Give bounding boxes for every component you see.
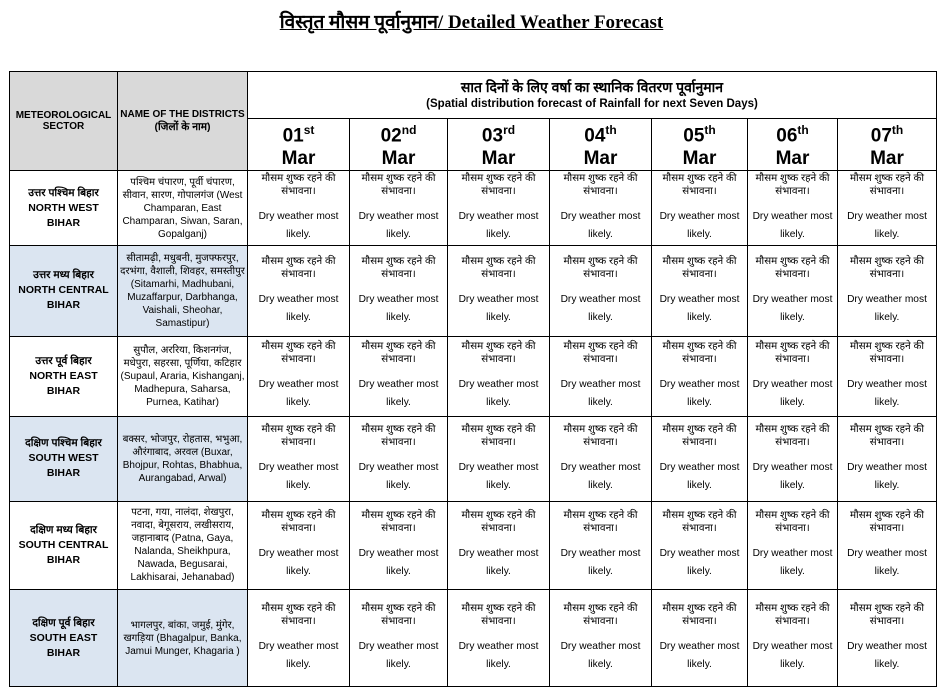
forecast-cell xyxy=(550,590,652,687)
sector-name-hi: उत्तर पूर्व बिहार xyxy=(35,354,92,367)
day-suffix: th xyxy=(797,123,809,138)
forecast-text-en: Dry weather most likely. xyxy=(847,211,927,241)
forecast-cell xyxy=(652,336,748,416)
forecast-cell xyxy=(550,336,652,416)
sector-cell xyxy=(10,501,118,590)
forecast-text-hi: मौसम शुष्क रहने की संभावना। xyxy=(849,510,925,535)
sector-cell xyxy=(10,590,118,687)
forecast-cell xyxy=(350,501,448,590)
forecast-text-hi: मौसम शुष्क रहने की संभावना। xyxy=(662,510,737,535)
day-month: Mar xyxy=(381,147,416,169)
forecast-text-en: Dry weather most likely. xyxy=(659,211,740,241)
sector-name-hi: दक्षिण पश्चिम बिहार xyxy=(25,437,102,450)
sector-cell xyxy=(10,171,118,246)
sector-name-en: SOUTH WEST BIHAR xyxy=(28,452,99,480)
forecast-text-en: Dry weather most likely. xyxy=(560,211,641,241)
forecast-text-en: Dry weather most likely. xyxy=(847,379,927,409)
forecast-text-hi: मौसम शुष्क रहने की संभावना। xyxy=(563,341,638,366)
forecast-text-hi: मौसम शुष्क रहने की संभावना। xyxy=(755,341,830,366)
forecast-text-hi: मौसम शुष्क रहने की संभावना। xyxy=(563,423,638,448)
forecast-text-hi: मौसम शुष्क रहने की संभावना। xyxy=(563,510,638,535)
forecast-text-en: Dry weather most likely. xyxy=(847,461,927,491)
forecast-text-hi: मौसम शुष्क रहने की संभावना। xyxy=(755,603,830,628)
sector-name-en: NORTH CENTRAL BIHAR xyxy=(18,284,109,312)
forecast-text-hi: मौसम शुष्क रहने की संभावना। xyxy=(461,341,536,366)
forecast-text-en: Dry weather most likely. xyxy=(659,461,740,491)
day-month: Mar xyxy=(583,147,618,169)
day-suffix: th xyxy=(704,123,716,138)
forecast-cell xyxy=(838,336,937,416)
sector-name-hi: उत्तर पश्चिम बिहार xyxy=(28,186,99,199)
forecast-text-en: Dry weather most likely. xyxy=(358,641,439,671)
forecast-text-hi: मौसम शुष्क रहने की संभावना। xyxy=(361,173,436,198)
forecast-text-en: Dry weather most likely. xyxy=(847,548,927,578)
forecast-span-header xyxy=(248,72,937,119)
day-suffix: th xyxy=(891,123,904,138)
forecast-text-hi: मौसम शुष्क रहने की संभावना। xyxy=(461,603,536,628)
forecast-text-hi: मौसम शुष्क रहने की संभावना। xyxy=(261,341,336,366)
forecast-cell xyxy=(652,501,748,590)
day-number: 02 xyxy=(380,125,402,147)
district-list: सीतामढ़ी, मधुबनी, मुजफ्फरपुर, दरभंगा, वैशाली, शिवहर, समस्तीपुर (Sitamarhi, Madhubani, Muzaffarpur, Darbhanga, Vaishali, Sheohar, Samastipur) xyxy=(118,246,248,337)
day-month: Mar xyxy=(481,147,516,169)
table-row xyxy=(10,246,937,337)
forecast-text-hi: मौसम शुष्क रहने की संभावना। xyxy=(662,173,737,198)
day-month: Mar xyxy=(775,147,810,169)
forecast-text-en: Dry weather most likely. xyxy=(847,293,927,323)
district-header-en: NAME OF THE DISTRICTS xyxy=(120,108,245,120)
forecast-cell xyxy=(448,501,550,590)
forecast-text-en: Dry weather most likely. xyxy=(560,461,641,491)
forecast-cell xyxy=(748,501,838,590)
forecast-cell xyxy=(448,171,550,246)
district-list: पश्चिम चंपारण, पूर्वी चंपारण, सीवान, सारण, गोपालगंज (West Champaran, East Champaran, Siwan, Saran, Gopalganj) xyxy=(118,171,248,246)
sector-name-hi: दक्षिण मध्य बिहार xyxy=(30,523,97,536)
sector-cell xyxy=(10,246,118,337)
forecast-text-hi: मौसम शुष्क रहने की संभावना। xyxy=(849,255,925,280)
forecast-text-en: Dry weather most likely. xyxy=(458,293,539,323)
forecast-text-hi: मौसम शुष्क रहने की संभावना। xyxy=(662,255,737,280)
forecast-text-en: Dry weather most likely. xyxy=(560,293,641,323)
forecast-text-en: Dry weather most likely. xyxy=(752,211,833,241)
forecast-text-en: Dry weather most likely. xyxy=(752,548,833,578)
forecast-text-hi: मौसम शुष्क रहने की संभावना। xyxy=(461,510,536,535)
forecast-text-hi: मौसम शुष्क रहने की संभावना। xyxy=(755,255,830,280)
forecast-cell xyxy=(350,417,448,501)
forecast-text-hi: मौसम शुष्क रहने की संभावना। xyxy=(662,603,737,628)
forecast-cell xyxy=(748,246,838,337)
forecast-text-en: Dry weather most likely. xyxy=(458,641,539,671)
forecast-cell xyxy=(248,501,350,590)
forecast-text-en: Dry weather most likely. xyxy=(258,379,339,409)
forecast-text-hi: मौसम शुष्क रहने की संभावना। xyxy=(261,510,336,535)
district-header-hi: (जिलों के नाम) xyxy=(154,120,211,133)
forecast-cell xyxy=(748,336,838,416)
forecast-cell xyxy=(448,417,550,501)
day-header-2 xyxy=(350,119,448,171)
day-number: 06 xyxy=(776,125,798,147)
forecast-text-en: Dry weather most likely. xyxy=(258,548,339,578)
forecast-text-hi: मौसम शुष्क रहने की संभावना। xyxy=(849,341,925,366)
day-month: Mar xyxy=(682,147,717,169)
sector-name-en: SOUTH EAST BIHAR xyxy=(29,631,98,659)
sector-name-hi: दक्षिण पूर्व बिहार xyxy=(32,616,95,629)
day-suffix: st xyxy=(303,123,315,138)
forecast-cell xyxy=(448,336,550,416)
forecast-text-en: Dry weather most likely. xyxy=(659,293,740,323)
sector-cell xyxy=(10,336,118,416)
table-row xyxy=(10,336,937,416)
forecast-text-en: Dry weather most likely. xyxy=(847,641,927,671)
forecast-text-en: Dry weather most likely. xyxy=(560,548,641,578)
day-header-5 xyxy=(652,119,748,171)
forecast-text-en: Dry weather most likely. xyxy=(258,461,339,491)
forecast-span-en: (Spatial distribution forecast of Rainfall for next Seven Days) xyxy=(426,98,758,110)
forecast-text-hi: मौसम शुष्क रहने की संभावना। xyxy=(662,341,737,366)
forecast-text-en: Dry weather most likely. xyxy=(659,548,740,578)
forecast-cell xyxy=(350,336,448,416)
forecast-text-en: Dry weather most likely. xyxy=(258,211,339,241)
day-header-3 xyxy=(448,119,550,171)
forecast-cell xyxy=(550,171,652,246)
forecast-span-hi: सात दिनों के लिए वर्षा का स्थानिक वितरण पूर्वानुमान xyxy=(460,79,724,95)
forecast-text-en: Dry weather most likely. xyxy=(458,211,539,241)
forecast-text-hi: मौसम शुष्क रहने की संभावना। xyxy=(461,423,536,448)
sector-name-en: NORTH EAST BIHAR xyxy=(29,369,98,397)
forecast-text-en: Dry weather most likely. xyxy=(258,641,339,671)
forecast-cell xyxy=(248,417,350,501)
forecast-text-en: Dry weather most likely. xyxy=(659,379,740,409)
forecast-text-en: Dry weather most likely. xyxy=(358,548,439,578)
forecast-cell xyxy=(838,171,937,246)
day-number: 04 xyxy=(584,125,606,147)
district-list: बक्सर, भोजपुर, रोहतास, भभुआ, औरंगाबाद, अरवल (Buxar, Bhojpur, Rohtas, Bhabhua, Aurangabad, Arwal) xyxy=(118,417,248,501)
sector-name-hi: उत्तर मध्य बिहार xyxy=(33,269,94,282)
day-number: 03 xyxy=(481,125,504,147)
day-month: Mar xyxy=(870,147,904,169)
forecast-text-en: Dry weather most likely. xyxy=(458,548,539,578)
sector-name-en: SOUTH CENTRAL BIHAR xyxy=(18,538,109,566)
day-suffix: th xyxy=(605,123,617,138)
forecast-text-en: Dry weather most likely. xyxy=(358,293,439,323)
forecast-cell xyxy=(350,590,448,687)
forecast-text-en: Dry weather most likely. xyxy=(752,293,833,323)
forecast-text-hi: मौसम शुष्क रहने की संभावना। xyxy=(261,603,336,628)
sector-cell xyxy=(10,417,118,501)
forecast-cell xyxy=(838,246,937,337)
forecast-text-hi: मौसम शुष्क रहने की संभावना। xyxy=(361,510,436,535)
forecast-text-hi: मौसम शुष्क रहने की संभावना। xyxy=(755,510,830,535)
table-row xyxy=(10,501,937,590)
forecast-cell xyxy=(652,590,748,687)
day-month: Mar xyxy=(281,147,316,169)
forecast-cell xyxy=(748,417,838,501)
forecast-text-hi: मौसम शुष्क रहने की संभावना। xyxy=(563,173,638,198)
forecast-text-hi: मौसम शुष्क रहने की संभावना। xyxy=(461,255,536,280)
forecast-cell xyxy=(350,246,448,337)
sector-column-header: METEOROLOGICAL SECTOR xyxy=(10,72,118,171)
forecast-cell xyxy=(838,590,937,687)
forecast-text-hi: मौसम शुष्क रहने की संभावना। xyxy=(361,423,436,448)
table-row xyxy=(10,590,937,687)
day-header-6 xyxy=(748,119,838,171)
district-list: पटना, गया, नालंदा, शेखपुरा, नवादा, बेगूसराय, लखीसराय, जहानाबाद (Patna, Gaya, Nalanda, Sheikhpura, Nawada, Begusarai, Lakhisarai, Jehanabad) xyxy=(118,501,248,590)
forecast-text-hi: मौसम शुष्क रहने की संभावना। xyxy=(361,341,436,366)
forecast-text-hi: मौसम शुष्क रहने की संभावना। xyxy=(755,423,830,448)
forecast-text-en: Dry weather most likely. xyxy=(752,461,833,491)
forecast-cell xyxy=(248,246,350,337)
forecast-text-hi: मौसम शुष्क रहने की संभावना। xyxy=(563,603,638,628)
table-row xyxy=(10,417,937,501)
forecast-cell xyxy=(350,171,448,246)
forecast-text-hi: मौसम शुष्क रहने की संभावना। xyxy=(849,603,925,628)
forecast-cell xyxy=(550,417,652,501)
forecast-cell xyxy=(448,246,550,337)
forecast-cell xyxy=(448,590,550,687)
forecast-cell xyxy=(748,171,838,246)
forecast-table xyxy=(9,71,937,687)
forecast-text-hi: मौसम शुष्क रहने की संभावना। xyxy=(849,423,925,448)
forecast-text-en: Dry weather most likely. xyxy=(358,379,439,409)
forecast-text-hi: मौसम शुष्क रहने की संभावना। xyxy=(461,173,536,198)
forecast-cell xyxy=(248,590,350,687)
day-number: 07 xyxy=(870,125,892,147)
district-list: सुपौल, अररिया, किशनगंज, मधेपुरा, सहरसा, पूर्णिया, कटिहार (Supaul, Araria, Kishanganj, Madhepura, Saharsa, Purnea, Katihar) xyxy=(118,336,248,416)
forecast-text-hi: मौसम शुष्क रहने की संभावना। xyxy=(361,603,436,628)
day-number: 01 xyxy=(282,125,304,147)
forecast-cell xyxy=(550,246,652,337)
forecast-cell xyxy=(652,417,748,501)
page-title: विस्तृत मौसम पूर्वानुमान/ Detailed Weather Forecast xyxy=(279,12,664,33)
day-suffix: rd xyxy=(503,123,516,138)
day-suffix: nd xyxy=(401,123,417,138)
forecast-text-hi: मौसम शुष्क रहने की संभावना। xyxy=(261,255,336,280)
forecast-text-hi: मौसम शुष्क रहने की संभावना। xyxy=(755,173,830,198)
day-number: 05 xyxy=(683,125,705,147)
forecast-text-en: Dry weather most likely. xyxy=(458,379,539,409)
sector-name-en: NORTH WEST BIHAR xyxy=(28,201,99,229)
forecast-cell xyxy=(838,501,937,590)
forecast-text-en: Dry weather most likely. xyxy=(752,641,833,671)
forecast-text-hi: मौसम शुष्क रहने की संभावना। xyxy=(261,423,336,448)
forecast-text-en: Dry weather most likely. xyxy=(560,641,641,671)
forecast-cell xyxy=(652,171,748,246)
day-header-4 xyxy=(550,119,652,171)
forecast-text-en: Dry weather most likely. xyxy=(560,379,641,409)
district-list: भागलपुर, बांका, जमुई, मुंगेर, खगड़िया (Bhagalpur, Banka, Jamui Munger, Khagaria ) xyxy=(118,590,248,687)
forecast-text-en: Dry weather most likely. xyxy=(358,211,439,241)
forecast-cell xyxy=(248,336,350,416)
day-header-7 xyxy=(838,119,937,171)
forecast-text-hi: मौसम शुष्क रहने की संभावना। xyxy=(662,423,737,448)
forecast-cell xyxy=(652,246,748,337)
day-header-1 xyxy=(248,119,350,171)
forecast-text-en: Dry weather most likely. xyxy=(659,641,740,671)
forecast-text-hi: मौसम शुष्क रहने की संभावना। xyxy=(849,173,925,198)
forecast-text-hi: मौसम शुष्क रहने की संभावना। xyxy=(563,255,638,280)
forecast-text-hi: मौसम शुष्क रहने की संभावना। xyxy=(361,255,436,280)
forecast-text-hi: मौसम शुष्क रहने की संभावना। xyxy=(261,173,336,198)
district-column-header xyxy=(118,72,248,171)
forecast-cell xyxy=(748,590,838,687)
forecast-cell xyxy=(838,417,937,501)
forecast-cell xyxy=(248,171,350,246)
forecast-text-en: Dry weather most likely. xyxy=(358,461,439,491)
forecast-text-en: Dry weather most likely. xyxy=(752,379,833,409)
table-row xyxy=(10,171,937,246)
forecast-cell xyxy=(550,501,652,590)
forecast-text-en: Dry weather most likely. xyxy=(458,461,539,491)
forecast-text-en: Dry weather most likely. xyxy=(258,293,339,323)
